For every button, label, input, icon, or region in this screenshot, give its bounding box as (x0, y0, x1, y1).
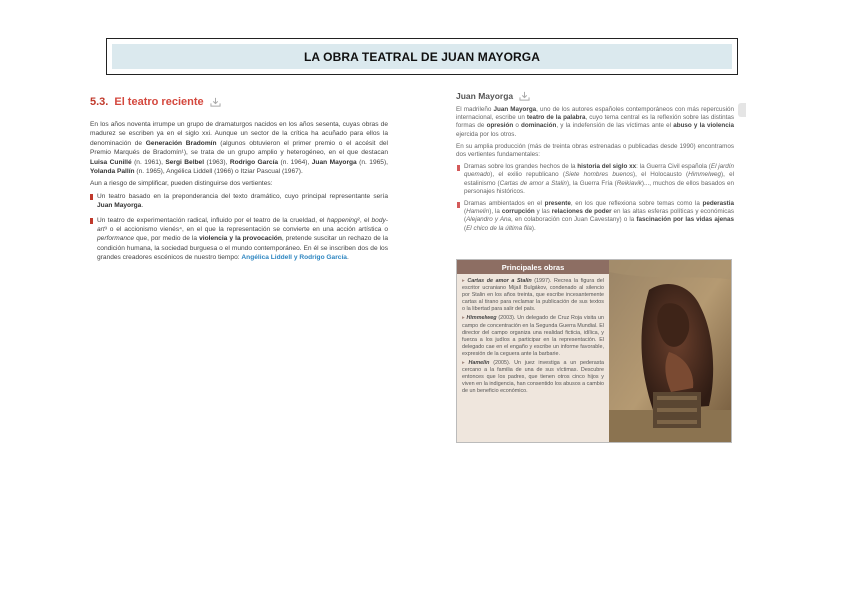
author-paragraph: El madrileño Juan Mayorga, uno de los autores españoles contemporáneos con más repercusión internacional, escribe un teatro de la palabra, cuyo tema central es la reflexión sobre las distintas formas de opresión o dominación, y la indefensión de las víctimas ante el abuso y la violencia ejercida por los otros. (456, 106, 735, 138)
bullet-present-dramas: Dramas ambientados en el presente, en los que reflexiona sobre temas como la pederastia (Hamelin), la corrupción y las relaciones de poder en las altas esferas políticas y económicas (Alejandro y Ana, en colaboración con Juan Cavestany) o la fascinación por las vidas ajenas (El chico de la última fila). (456, 200, 734, 233)
section-title: El teatro reciente (114, 96, 204, 108)
work-item: ▸ Himmelweg (2003). Un delegado de Cruz Roja visita un campo de concentración en la Segunda Guerra Mundial. El director del campo organiza una realidad ficticia, idílica, y fuerza a los judíos a participar en la representación. El delegado cae en el engaño y escribe un informe favorable, expresión de la ceguera ante la barbarie. (462, 315, 604, 357)
works-list-panel (457, 260, 609, 443)
title-box (106, 38, 738, 75)
bullet-history-dramas: Dramas sobre los grandes hechos de la historia del siglo xx: la Guerra Civil española (El jardín quemado), el exilio republicano (Siete hombres buenos), el Holocausto (Himmelweg), el estalinismo (Cartas de amor a Stalin), la Guerra Fría (Reikiavik)..., muchos de ellos basados en personajes históricos. (456, 163, 734, 196)
page-title: LA OBRA TEATRAL DE JUAN MAYORGA (304, 49, 540, 64)
link-juan-mayorga[interactable]: Juan Mayorga (493, 106, 537, 113)
work-item: ▸ Hamelin (2005). Un juez investiga a un pederasta cercano a la familia de una de sus víctimas. Descubre entonces que los padres, que tienen otros cinco hijos y viven en la indigencia, han consentido los abusos a cambio de un beneficio económico. (462, 360, 604, 395)
bullet-experimental-theatre: Un teatro de experimentación radical, influido por el teatro de la crueldad, el happening², el body-art³ o el accionismo vienés⁴, en el que la representación se convierte en una acción artística o performance que, por medio de la violencia y la provocación, pretende suscitar un rechazo de la condición humana, la sociedad burguesa o el mundo contemporáneo. En él se inscriben dos de los grandes creadores escénicos de nuestro tiempo: Angélica Liddell y Rodrigo García. (90, 216, 388, 263)
right-column (456, 91, 734, 237)
link-rodrigo-garcia[interactable]: Rodrigo García (299, 254, 347, 262)
production-paragraph: En su amplia producción (más de treinta obras estrenadas o publicadas desde 1990) encontramos dos vertientes fundamentales: (456, 142, 734, 159)
download-icon[interactable] (210, 97, 221, 107)
painting-image (609, 260, 732, 443)
page-edge-tab (738, 103, 746, 117)
principal-works-box (456, 259, 732, 443)
section-heading (90, 96, 388, 108)
intro-paragraph: En los años noventa irrumpe un grupo de dramaturgos nacidos en los años sesenta, cuyas obras de madurez se escriben ya en el siglo xxi. Aunque un sector de la crítica ha acuñado para ellos la denominación de Generación Bradomín (algunos obtuvieron el primer premio o el accésit del Premio Marqués de Bradomín¹), se trata de un grupo amplio y heterogéneo, en el que destacan Luisa Cunillé (n. 1961), Sergi Belbel (1963), Rodrigo García (n. 1964), Juan Mayorga (n. 1965), Yolanda Pallín (n. 1965), Angélica Liddell (1966) o Itziar Pascual (1967). (90, 121, 388, 176)
link-angelica-liddell[interactable]: Angélica Liddell (241, 254, 292, 262)
bullet-text-theatre: Un teatro basado en la preponderancia del texto dramático, cuyo principal representante sería Juan Mayorga. (90, 192, 388, 211)
author-heading (456, 91, 734, 101)
section-number: 5.3. (90, 96, 109, 108)
author-name: Juan Mayorga (456, 91, 514, 101)
left-column (90, 96, 388, 268)
works-heading: Principales obras (457, 260, 609, 274)
work-item: ▸ Cartas de amor a Stalin (1997). Recrea la figura del escritor ucraniano Mijaíl Bulgákov, condenado al silencio por Stalin en los años treinta, que escribe incesantemente cartas al tirano para reclamar la publicación de sus textos o la libertad para salir del país. (462, 278, 604, 313)
vertientes-intro: Aun a riesgo de simplificar, pueden distinguirse dos vertientes: (90, 180, 273, 188)
title-banner (112, 44, 732, 69)
download-icon[interactable] (519, 91, 530, 101)
